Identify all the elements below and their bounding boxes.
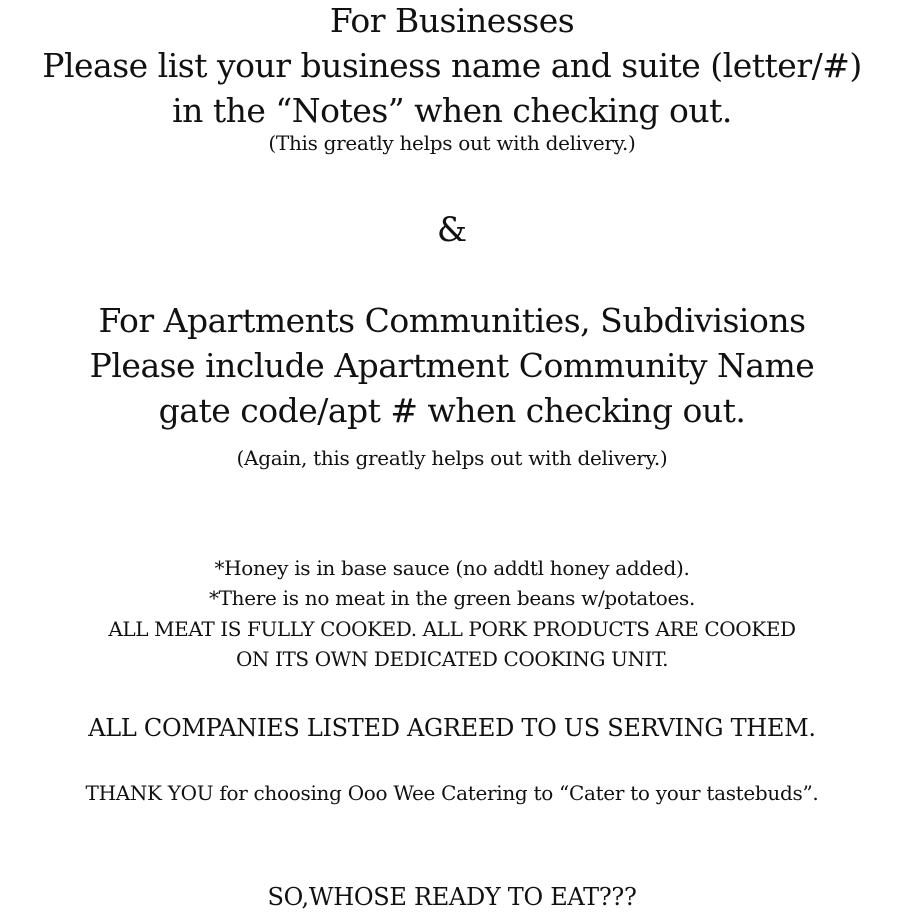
meat-notice-line1: ALL MEAT IS FULLY COOKED. ALL PORK PRODUCTS ARE COOKED [108, 617, 796, 641]
honey-notice: *Honey is in base sauce (no addtl honey added). [214, 556, 690, 580]
apartment-instruction-line1: Please include Apartment Community Name [89, 346, 815, 385]
business-heading: For Businesses [329, 1, 575, 40]
companies-notice: ALL COMPANIES LISTED AGREED TO US SERVING THEM. [88, 714, 816, 742]
business-note: (This greatly helps out with delivery.) [268, 131, 636, 155]
ampersand: & [436, 210, 468, 250]
closing-message: SO,WHOSE READY TO EAT??? [267, 883, 637, 911]
business-instruction-line1: Please list your business name and suite (letter/#) [42, 46, 862, 85]
apartment-heading: For Apartments Communities, Subdivisions [98, 301, 806, 340]
apartment-note: (Again, this greatly helps out with delivery.) [236, 446, 668, 470]
business-instruction-line2: in the “Notes” when checking out. [172, 91, 732, 130]
meat-notice-line2: ON ITS OWN DEDICATED COOKING UNIT. [235, 647, 669, 671]
thank-you-message: THANK YOU for choosing Ooo Wee Catering to “Cater to your tastebuds”. [85, 781, 819, 805]
apartment-instruction-line2: gate code/apt # when checking out. [158, 391, 746, 430]
green-beans-notice: *There is no meat in the green beans w/potatoes. [208, 586, 696, 610]
